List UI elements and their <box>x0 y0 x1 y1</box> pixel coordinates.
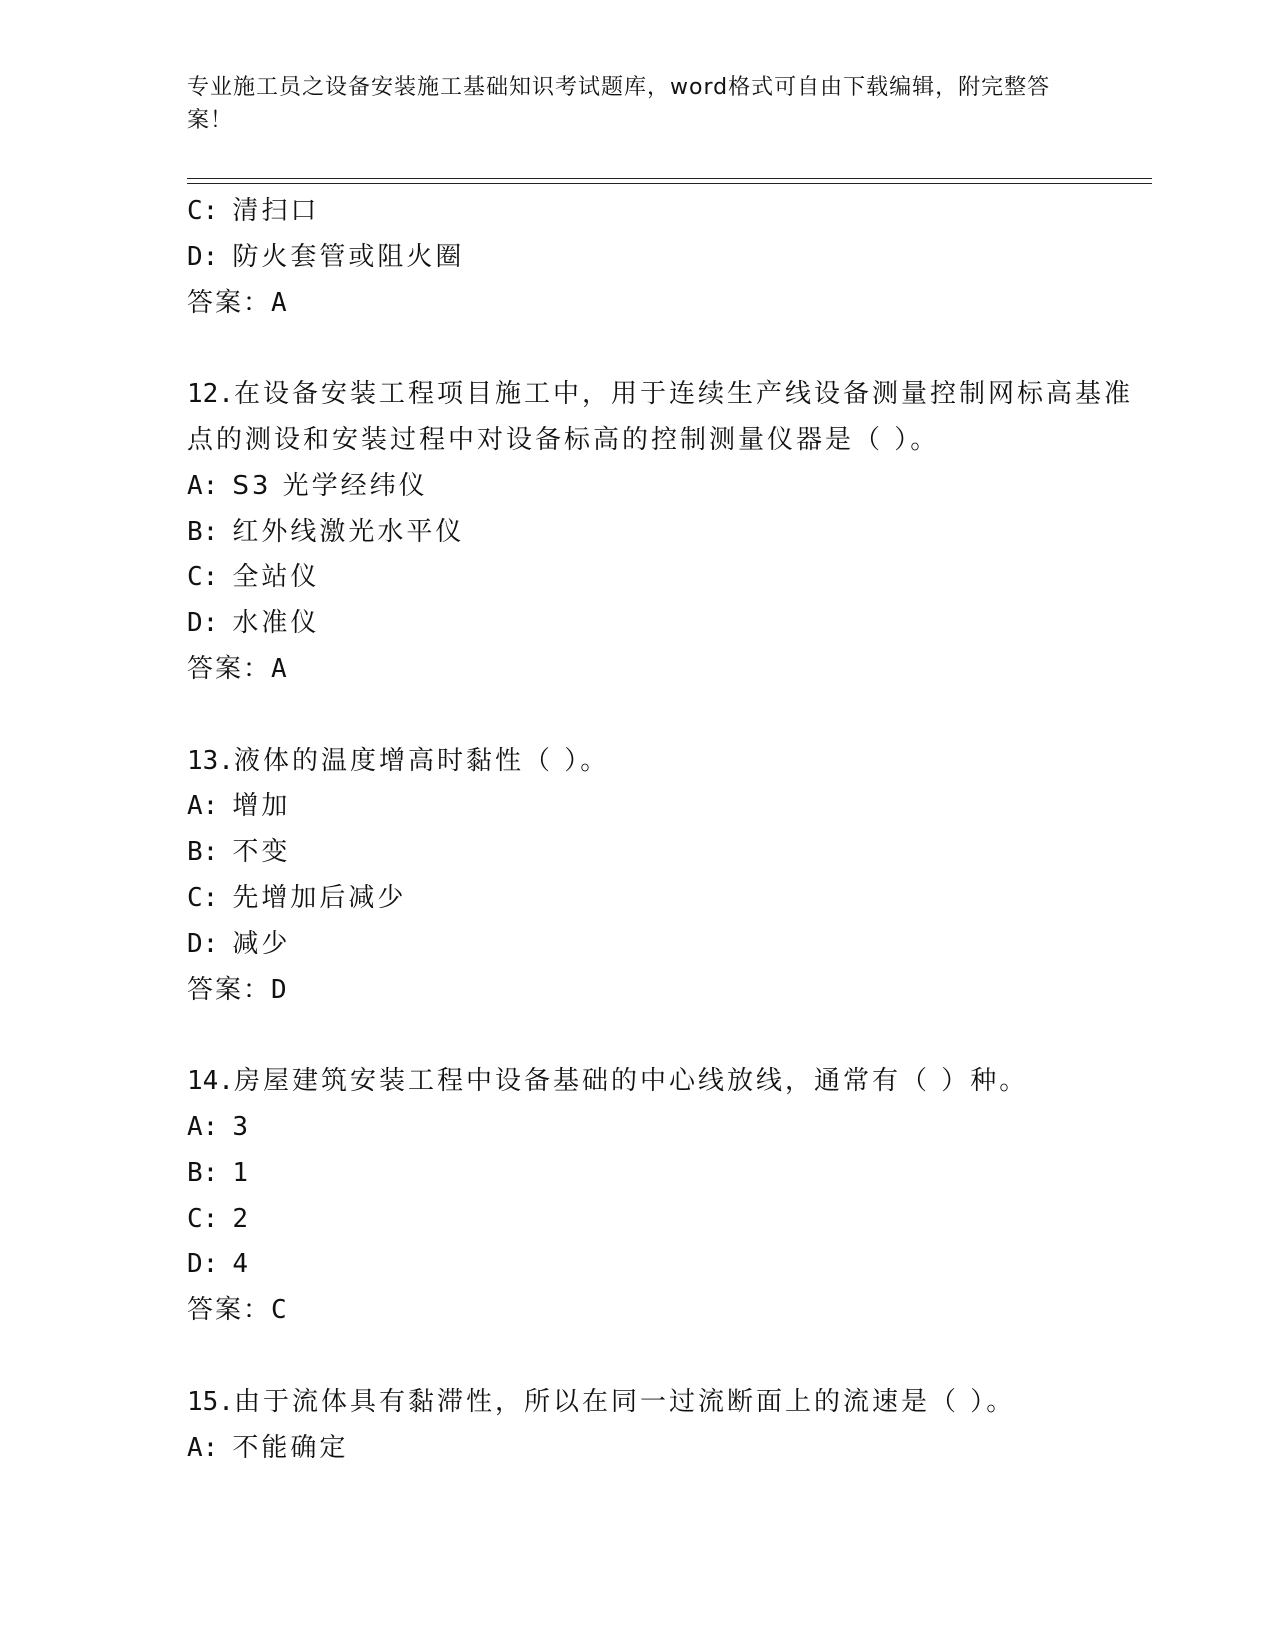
option-c <box>187 555 1152 601</box>
option-b <box>187 830 1152 876</box>
question-text: 由于流体具有黏滞性，所以在同一过流断面上的流速是（ ）。 <box>233 1386 1016 1417</box>
question-text: 房屋建筑安装工程中设备基础的中心线放线，通常有（ ）种。 <box>233 1066 1029 1097</box>
question-number: 15. <box>187 1386 234 1417</box>
option-a <box>187 784 1152 830</box>
question-stem <box>187 372 1152 464</box>
option-key: A: <box>187 1111 219 1142</box>
answer-line <box>187 647 1152 693</box>
option-d <box>187 1242 1152 1288</box>
answer-value: C <box>271 1295 287 1326</box>
option-a <box>187 464 1152 510</box>
option-d <box>187 601 1152 647</box>
question-stem <box>187 1380 1152 1426</box>
option-a <box>187 1426 1152 1472</box>
question-text: 液体的温度增高时黏性（ ）。 <box>233 745 610 776</box>
option-text: 减少 <box>232 928 291 959</box>
question-11-continued <box>187 189 1152 326</box>
question-15 <box>187 1380 1152 1472</box>
answer-label: 答案： <box>187 653 272 684</box>
option-key: D: <box>187 241 219 272</box>
option-key: D: <box>187 1249 219 1280</box>
option-text: 不变 <box>232 837 291 868</box>
option-key: A: <box>187 791 219 822</box>
option-text: 4 <box>232 1249 248 1280</box>
option-c <box>187 1197 1152 1243</box>
option-text: 红外线激光水平仪 <box>232 516 465 547</box>
spacer <box>187 1334 1152 1380</box>
option-b <box>187 1151 1152 1197</box>
option-d <box>187 922 1152 968</box>
question-14 <box>187 1059 1152 1334</box>
answer-line <box>187 1288 1152 1334</box>
option-key: B: <box>187 837 219 868</box>
question-12 <box>187 372 1152 693</box>
option-key: C: <box>187 562 219 593</box>
answer-value: A <box>271 287 287 318</box>
spacer <box>187 1013 1152 1059</box>
question-number: 12. <box>187 379 234 410</box>
question-text: 在设备安装工程项目施工中，用于连续生产线设备测量控制网标高基准点的测设和安装过程中对设备标高的控制测量仪器是（ ）。 <box>187 379 1133 455</box>
header-title: 专业施工员之设备安装施工基础知识考试题库，word格式可自由下载编辑，附完整答案！ <box>187 75 1051 133</box>
option-c <box>187 876 1152 922</box>
option-text: S3 光学经纬仪 <box>232 470 428 501</box>
option-d <box>187 235 1152 281</box>
option-text: 不能确定 <box>232 1432 349 1463</box>
option-c <box>187 189 1152 235</box>
spacer <box>187 326 1152 372</box>
question-13 <box>187 739 1152 1014</box>
answer-label: 答案： <box>187 1295 272 1326</box>
option-text: 清扫口 <box>232 196 320 226</box>
option-key: B: <box>187 1157 219 1188</box>
option-text: 增加 <box>232 791 291 822</box>
option-text: 全站仪 <box>232 562 320 593</box>
option-text: 2 <box>232 1203 248 1234</box>
option-key: A: <box>187 1432 219 1463</box>
answer-line <box>187 281 1152 327</box>
question-number: 14. <box>187 1066 234 1097</box>
option-key: D: <box>187 608 219 639</box>
header-divider-top <box>187 178 1152 179</box>
option-key: B: <box>187 516 219 547</box>
option-key: C: <box>187 196 219 226</box>
option-text: 先增加后减少 <box>232 882 407 913</box>
answer-label: 答案： <box>187 287 272 318</box>
option-text: 防火套管或阻火圈 <box>232 241 465 272</box>
option-text: 1 <box>232 1157 248 1188</box>
option-b <box>187 510 1152 556</box>
question-stem <box>187 739 1152 785</box>
answer-line <box>187 968 1152 1014</box>
document-header <box>187 71 1067 137</box>
option-a <box>187 1105 1152 1151</box>
answer-label: 答案： <box>187 974 272 1005</box>
spacer <box>187 693 1152 739</box>
option-text: 水准仪 <box>232 608 320 639</box>
option-key: C: <box>187 882 219 913</box>
option-text: 3 <box>232 1111 248 1142</box>
question-list <box>187 189 1152 1471</box>
header-divider-bottom <box>187 183 1152 184</box>
question-number: 13. <box>187 745 234 776</box>
option-key: D: <box>187 928 219 959</box>
option-key: A: <box>187 470 219 501</box>
answer-value: A <box>271 653 287 684</box>
option-key: C: <box>187 1203 219 1234</box>
answer-value: D <box>271 974 287 1005</box>
question-stem <box>187 1059 1152 1105</box>
